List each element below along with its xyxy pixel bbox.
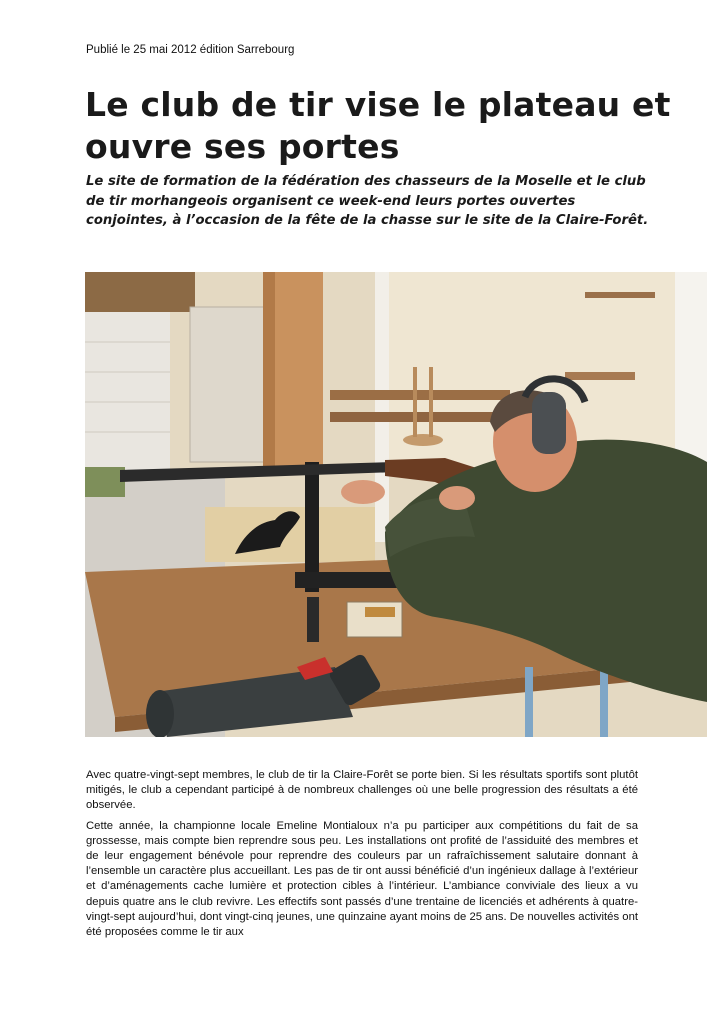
paragraph-2: Cette année, la championne locale Emeline Montialoux n’a pu participer aux compétitions du fait de sa grossesse, mais compte bien reprendre sous peu. Les installations ont profité de l’assiduité des membres et de leur engagement bénévole pour reprendre des couleurs par un rafraîchissement salutaire donnant à l’ensemble un caractère plus accueillant. Les pas de tir ont aussi bénéficié d’un ingénieux dallage à l’extérieur et d’aménagements cache lumière et protection cibles à l’intérieur. L’ambiance conviviale des lieux a vu depuis quatre ans le club revivre. Les effectifs sont passés d’une trentaine de licenciés et adhérents à quatre-vingt-sept aujourd’hui, dont vingt-cinq jeunes, une quinzaine ayant moins de 25 ans. De nouvelles activités ont été proposées comme le tir aux bbox=[86, 819, 638, 939]
article-lead: Le site de formation de la fédération des chasseurs de la Moselle et le club de tir morhangeois organisent ce week-end leurs portes ouvertes conjointes, à l’occasion de la fête de la chasse sur le site de la Claire-Forêt. bbox=[86, 174, 649, 228]
publication-date: Publié le 25 mai 2012 édition Sarrebourg bbox=[86, 44, 295, 56]
article-photo bbox=[85, 272, 707, 737]
article-title: Le club de tir vise le plateau et ouvre ses portes bbox=[85, 85, 671, 166]
paragraph-1: Avec quatre-vingt-sept membres, le club de tir la Claire-Forêt se porte bien. Si les résultats sportifs sont plutôt mitigés, le club a cependant participé à de nombreux challenges où une belle progression des résultats a été observée. bbox=[86, 769, 638, 812]
article-body bbox=[86, 768, 638, 945]
